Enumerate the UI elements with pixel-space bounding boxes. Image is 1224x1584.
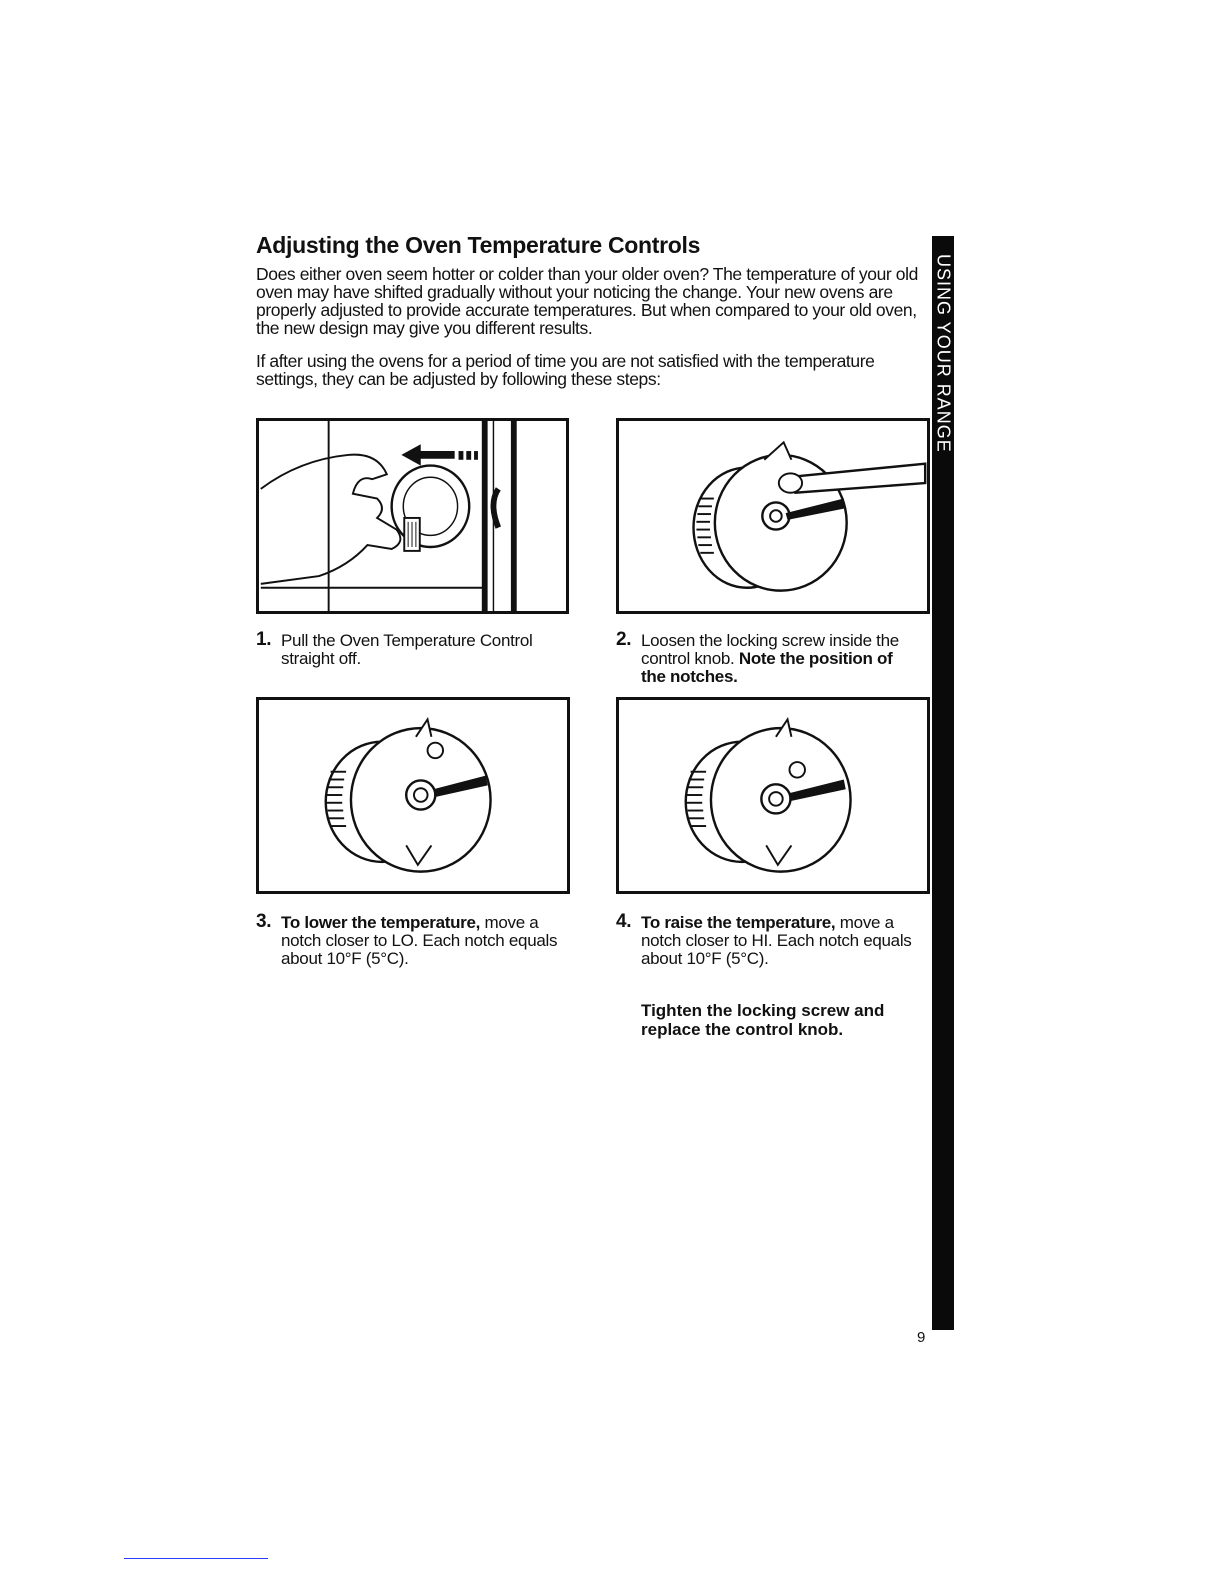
step-text: move a notch closer to HI. Each notch equals about 10°F (5°C). xyxy=(641,913,912,968)
step-text: Loosen the locking screw inside the control knob. xyxy=(641,631,899,668)
figure-loosen-screw xyxy=(616,418,930,614)
figure-raise-temperature xyxy=(616,697,930,894)
section-side-tab xyxy=(932,236,954,1330)
step-text: move a notch closer to LO. Each notch equals about 10°F (5°C). xyxy=(281,913,558,968)
intro-paragraph-1: Does either oven seem hotter or colder than your older oven? The temperature of your old oven may have shifted gradually without your noticing the change. Your new ovens are properly adjusted to provide accurate temperatures. But when compared to your old oven, the new design may give you different results. xyxy=(256,264,918,338)
step-number: 3. xyxy=(256,911,272,932)
final-note: Tighten the locking screw and replace the control knob. xyxy=(641,1001,885,1039)
figure-pull-knob xyxy=(256,418,569,614)
footer-divider xyxy=(124,1558,268,1559)
step-number: 1. xyxy=(256,629,272,650)
step-lead: To raise the temperature, xyxy=(641,913,836,932)
step-text: Pull the Oven Temperature Control straight off. xyxy=(281,631,533,668)
page-number: 9 xyxy=(917,1329,926,1346)
step-text-wrapper xyxy=(281,914,571,968)
step-text-wrapper xyxy=(641,914,921,968)
hand-pulling-knob-illustration xyxy=(259,421,566,611)
page-title: Adjusting the Oven Temperature Controls xyxy=(256,232,701,258)
intro-paragraph-2: If after using the ovens for a period of time you are not satisfied with the temperature settings, they can be adjusted by following these steps: xyxy=(256,351,875,389)
step-text-wrapper xyxy=(641,632,911,686)
step-lead: To lower the temperature, xyxy=(281,913,481,932)
step-number: 2. xyxy=(616,629,632,650)
figure-lower-temperature xyxy=(256,697,570,894)
knob-dial-lo-illustration xyxy=(259,700,567,891)
step-emphasis: Note the position of the notches. xyxy=(641,649,893,686)
section-side-tab-label: USING YOUR RANGE xyxy=(933,254,954,453)
step-number: 4. xyxy=(616,911,632,932)
knob-dial-hi-illustration xyxy=(619,700,927,891)
screwdriver-knob-illustration xyxy=(619,421,927,611)
